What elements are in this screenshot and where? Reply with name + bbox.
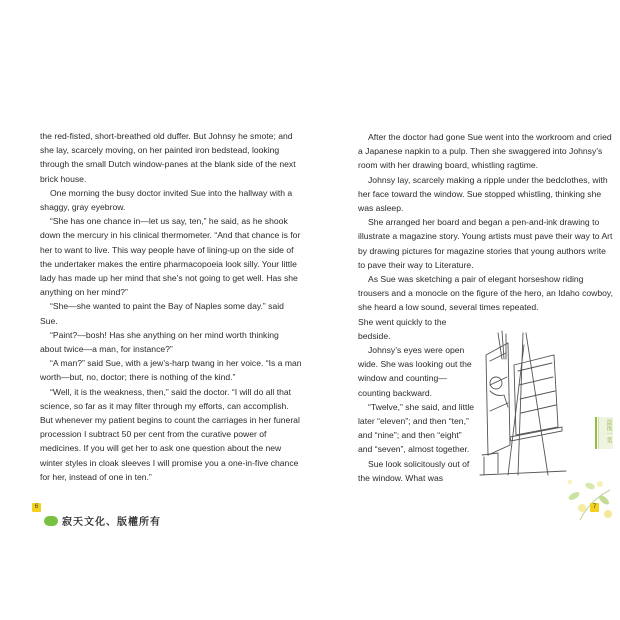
- left-paragraph-2: One morning the busy doctor invited Sue into the hallway with a shaggy, gray eyebrow.: [40, 187, 293, 213]
- left-paragraph-1: the red-fisted, short-breathed old duffer. But Johnsy he smote; and she lay, scarcely moving, on her painted iron bedstead, looking through the small Dutch window-panes at the blank side of the next brick house.: [40, 131, 296, 184]
- right-paragraph-4: As Sue was sketching a pair of elegant horseshow riding trousers and a monocle on the figure of the hero, an Idaho cowboy, she heard a low sound, several times repeated.: [358, 274, 613, 313]
- publisher-name: 寂天文化、版權所有: [62, 517, 161, 528]
- right-narrow-column: [358, 343, 476, 485]
- right-page-number: 7: [590, 503, 599, 512]
- right-paragraph-2: Johnsy lay, scarcely making a ripple under the bedclothes, with her face toward the window. Sue stopped whistling, thinking she was asleep.: [358, 174, 608, 214]
- right-paragraph-1: After the doctor had gone Sue went into the workroom and cried a Japanese napkin to a pulp. Then she swaggered into Johnsy’s room with her drawing board, whistling ragtime.: [358, 132, 612, 171]
- right-narrow-paragraph-3: Sue look solicitously out of the window. What was: [358, 458, 470, 483]
- right-narrow-paragraph-1: Johnsy’s eyes were open wide. She was looking out the window and counting—counting backward.: [358, 345, 472, 398]
- left-paragraph-6: “A man?” said Sue, with a jew’s-harp twang in her voice. “Is a man worth—but, no, doctor; there is nothing of the kind.”: [40, 358, 302, 383]
- publisher-logo-icon: [44, 516, 58, 526]
- right-wrapped-line-1: She went quickly to the: [358, 316, 447, 327]
- flower-decoration-icon: [560, 470, 620, 530]
- side-tab-bar: [595, 417, 597, 449]
- right-paragraph-3: She arranged her board and began a pen-and-ink drawing to illustrate a magazine story. Young artists must pave their way to Art by drawing pictures for magazine stories that young authors write to pave their way to Literature.: [358, 217, 613, 270]
- publisher-footer: [44, 513, 161, 528]
- left-paragraph-4: “She—she wanted to paint the Bay of Naples some day.” said Sue.: [40, 301, 284, 326]
- left-page-text: [40, 129, 302, 484]
- easel-illustration: [478, 325, 568, 480]
- right-wrapped-line-2: bedside.: [358, 330, 391, 341]
- side-tab: [598, 417, 613, 449]
- left-paragraph-7: “Well, it is the weakness, then,” said the doctor. “I will do all that science, so far as it may filter through my efforts, can accomplish. But whenever my patient begins to count the carriages in her funeral procession I subtract 50 per cent from the curative power of medicines. If you will get her to ask one question about the new winter styles in cloak sleeves I will promise you a one-in-five chance for her, instead of one in ten.”: [40, 386, 300, 482]
- left-paragraph-3: “She has one chance in—let us say, ten,” he said, as he shook down the mercury in his clinical thermometer. “And that chance is for her to want to live. This way people have of lining-up on the side of the undertaker makes the entire pharmacopoeia look silly. Your little lady has made up her mind that she’s not going to get well. Has she anything on her mind?”: [40, 216, 301, 298]
- right-narrow-paragraph-2: “Twelve,” she said, and little later “eleven”; and then “ten,” and “nine”; and then “eight” and “seven”, almost together.: [358, 401, 475, 455]
- left-page-number: 6: [32, 503, 41, 512]
- left-paragraph-5: “Paint?—bosh! Has she anything on her mind worth thinking about twice—a man, for instance?”: [40, 329, 279, 355]
- side-tab-label: 最後一葉: [605, 419, 612, 443]
